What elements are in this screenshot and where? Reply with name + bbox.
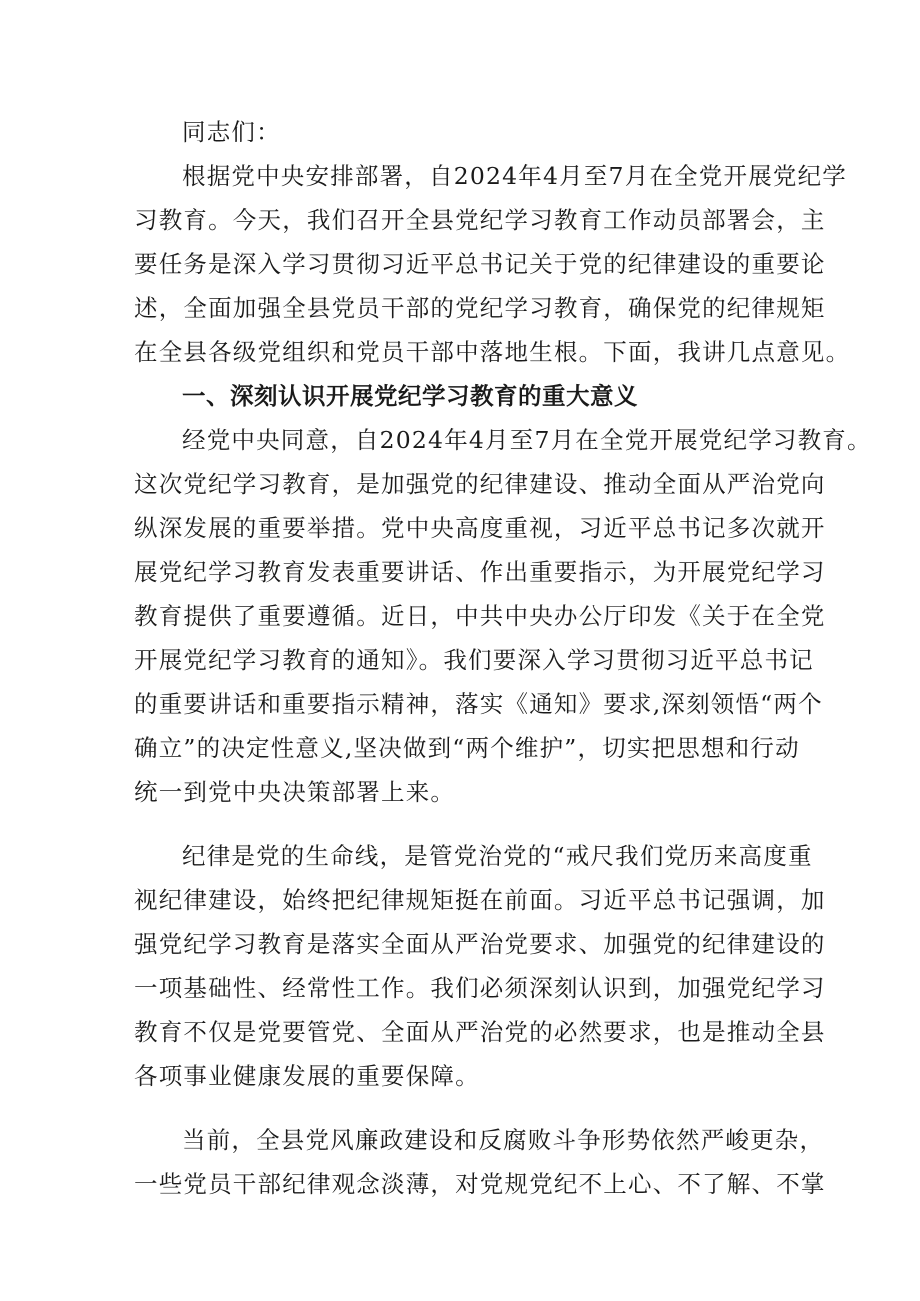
paragraph-4-line-2: 一些党员干部纪律观念淡薄，对党规党纪不上心、不了解、不掌 <box>134 1170 826 1198</box>
paragraph-3-line-1: 纪律是党的生命线，是管党治党的“戒尺我们党历来高度重 <box>182 842 813 870</box>
paragraph-2-line-3: 纵深发展的重要举措。党中央高度重视，习近平总书记多次就开 <box>134 514 826 542</box>
greeting: 同志们： <box>182 118 281 146</box>
paragraph-3-line-2: 视纪律建设，始终把纪律规矩挺在前面。习近平总书记强调，加 <box>134 886 826 914</box>
section-heading-1: 一、深刻认识开展党纪学习教育的重大意义 <box>182 382 638 410</box>
paragraph-1-line-1: 根据党中央安排部署，自2024年4月至7月在全党开展党纪学 <box>182 162 848 190</box>
paragraph-2-line-9: 统一到党中央决策部署上来。 <box>134 778 456 806</box>
paragraph-2-line-8: 确立”的决定性意义,坚决做到“两个维护”，切实把思想和行动 <box>134 734 800 762</box>
paragraph-1-line-3: 要任务是深入学习贯彻习近平总书记关于党的纪律建设的重要论 <box>134 250 826 278</box>
paragraph-1-line-4: 述，全面加强全县党员干部的党纪学习教育，确保党的纪律规矩 <box>134 294 826 322</box>
paragraph-4-line-1: 当前，全县党风廉政建设和反腐败斗争形势依然严峻更杂， <box>182 1126 825 1154</box>
paragraph-3-line-4: 一项基础性、经常性工作。我们必须深刻认识到，加强党纪学习 <box>134 974 826 1002</box>
paragraph-2-line-2: 这次党纪学习教育，是加强党的纪律建设、推动全面从严治党向 <box>134 470 826 498</box>
paragraph-1-line-2: 习教育。今天，我们召开全县党纪学习教育工作动员部署会，主 <box>134 206 826 234</box>
paragraph-2-line-6: 开展党纪学习教育的通知》。我们要深入学习贯彻习近平总书记 <box>134 646 814 674</box>
paragraph-3-line-6: 各项事业健康发展的重要保障。 <box>134 1062 480 1090</box>
paragraph-1-line-5: 在全县各级党组织和党员干部中落地生根。下面，我讲几点意见。 <box>134 338 851 366</box>
paragraph-3-line-5: 教育不仅是党要管党、全面从严治党的必然要求，也是推动全县 <box>134 1018 826 1046</box>
paragraph-2-line-1: 经党中央同意，自2024年4月至7月在全党开展党纪学习教育。 <box>182 426 872 454</box>
paragraph-2-line-7: 的重要讲话和重要指示精神，落实《通知》要求,深刻领悟“两个 <box>134 690 823 718</box>
paragraph-2-line-5: 教育提供了重要遵循。近日，中共中央办公厅印发《关于在全党 <box>134 602 826 630</box>
paragraph-2-line-4: 展党纪学习教育发表重要讲话、作出重要指示，为开展党纪学习 <box>134 558 826 586</box>
paragraph-3-line-3: 强党纪学习教育是落实全面从严治党要求、加强党的纪律建设的 <box>134 930 826 958</box>
